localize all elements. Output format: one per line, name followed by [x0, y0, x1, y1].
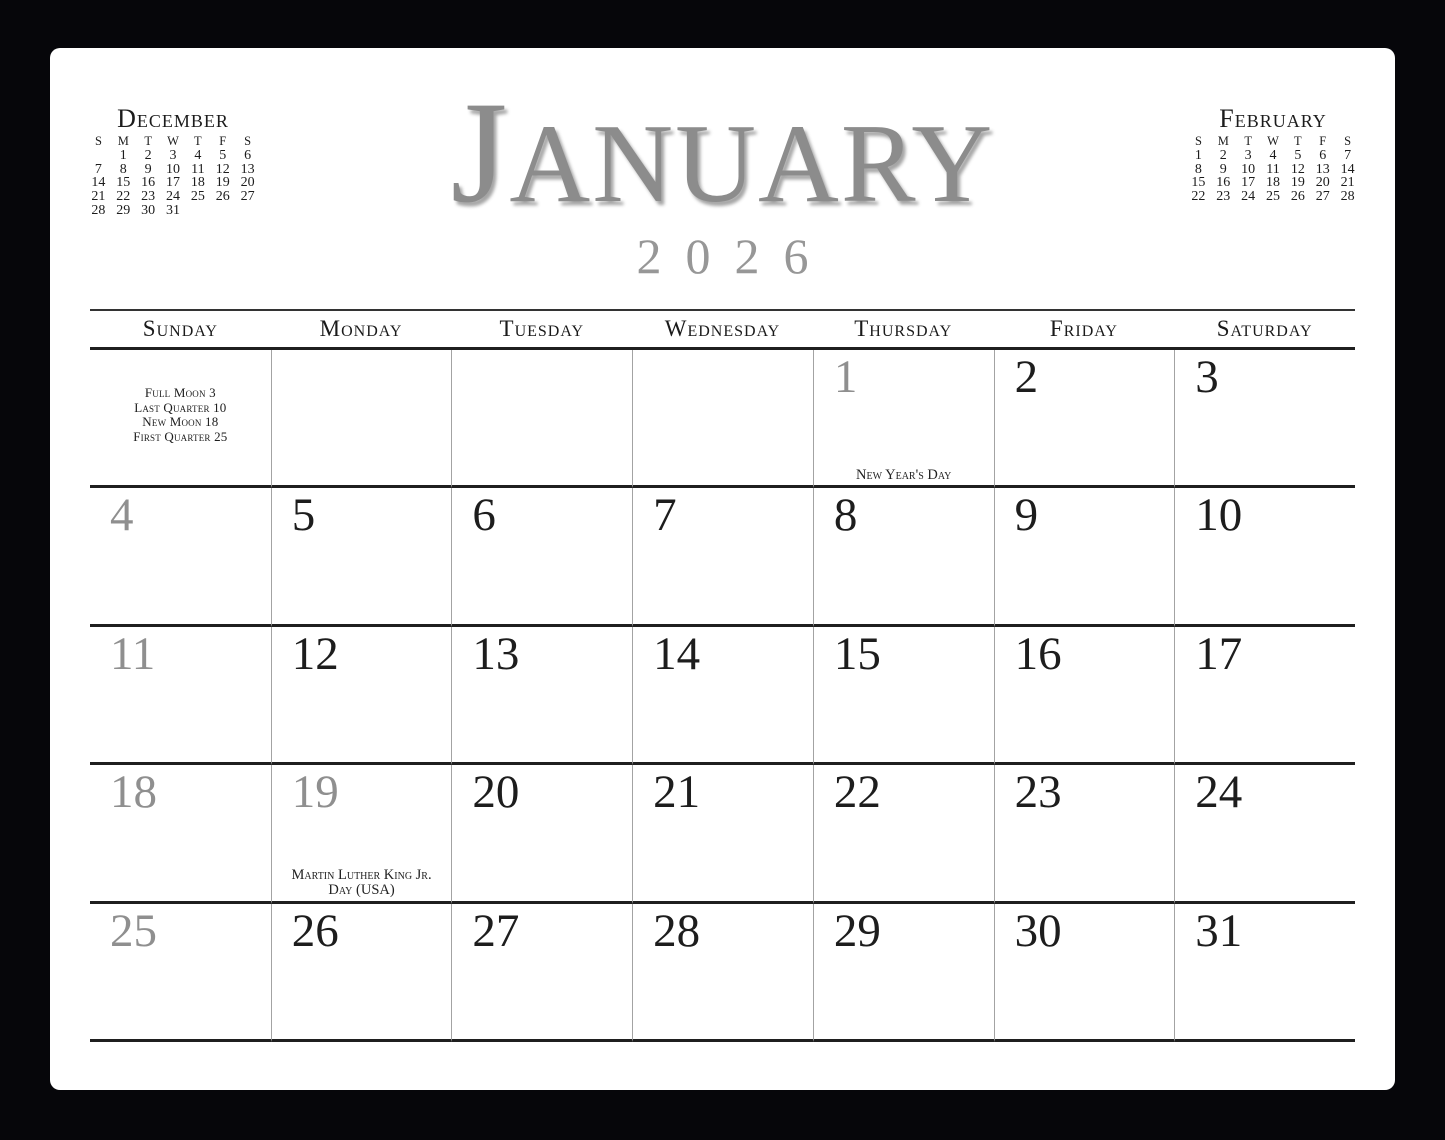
day-cell — [813, 627, 994, 765]
day-cell — [451, 904, 632, 1042]
day-cell — [90, 627, 271, 765]
day-cell — [632, 904, 813, 1042]
moon-phases — [90, 386, 271, 444]
mini-week-row — [86, 163, 260, 177]
day-number: 22 — [833, 766, 881, 819]
day-number: 12 — [291, 627, 339, 680]
day-cell — [451, 627, 632, 765]
weekday-thursday: Thursday — [854, 316, 953, 341]
mini-day: 6 — [244, 147, 252, 163]
day-cell — [994, 904, 1175, 1042]
mini-day-header: S — [1194, 134, 1202, 148]
mini-calendar-title: December — [117, 104, 229, 133]
day-number: 29 — [833, 904, 881, 957]
mini-day: 19 — [1290, 175, 1305, 191]
moon-phase-line: Full Moon 3 — [144, 385, 216, 400]
day-number: 23 — [1014, 766, 1062, 819]
day-cell — [1174, 627, 1355, 765]
mini-day: 17 — [1241, 175, 1256, 191]
mini-day-header: W — [1267, 134, 1279, 148]
mini-day: 11 — [1266, 161, 1280, 177]
weekday-tuesday: Tuesday — [499, 316, 585, 341]
mini-day: 19 — [215, 175, 230, 191]
calendar-page — [50, 48, 1395, 1090]
mini-day: 12 — [1290, 161, 1305, 177]
year-label: 2026 — [636, 228, 833, 285]
day-number: 5 — [291, 489, 316, 542]
day-number: 11 — [110, 627, 156, 680]
day-number: 17 — [1195, 627, 1243, 680]
day-cell — [451, 488, 632, 626]
mini-day: 7 — [1344, 147, 1352, 163]
mini-day: 3 — [1244, 147, 1252, 163]
mini-day: 3 — [169, 147, 177, 163]
mini-day: 27 — [1315, 189, 1330, 205]
mini-day-header-row — [1186, 135, 1360, 149]
day-cell — [1174, 488, 1355, 626]
main-calendar — [90, 309, 1355, 1042]
mini-day: 10 — [165, 161, 180, 177]
mini-day-header: S — [94, 134, 102, 148]
mini-day: 15 — [116, 175, 131, 191]
day-number: 3 — [1195, 351, 1219, 403]
mini-calendar-december — [86, 106, 260, 218]
weekday-sunday: Sunday — [142, 316, 218, 341]
mini-day: 14 — [91, 175, 106, 191]
day-number: 1 — [833, 351, 858, 403]
mini-day: 9 — [144, 161, 152, 177]
mini-day: 27 — [240, 189, 255, 205]
mini-day-header: T — [1294, 134, 1302, 148]
mini-day: 10 — [1241, 161, 1256, 177]
mini-day-header: F — [1319, 134, 1327, 148]
mini-day — [235, 204, 260, 218]
day-number: 21 — [653, 766, 701, 819]
mini-day: 21 — [91, 189, 106, 205]
day-number: 24 — [1195, 766, 1243, 819]
day-cell — [451, 350, 632, 488]
day-number: 13 — [472, 627, 520, 680]
mini-day: 24 — [1241, 189, 1256, 205]
mini-day: 16 — [1216, 175, 1231, 191]
mini-day: 17 — [165, 175, 180, 191]
holiday-line: Martin Luther King Jr. — [291, 866, 432, 883]
weeks-grid — [90, 350, 1355, 1042]
day-number: 15 — [833, 627, 881, 680]
mini-day: 14 — [1340, 161, 1355, 177]
day-number: 31 — [1195, 904, 1243, 957]
day-number: 26 — [291, 904, 339, 957]
mini-day-header: S — [244, 134, 252, 148]
mini-day: 6 — [1319, 147, 1327, 163]
mini-day: 4 — [194, 147, 202, 163]
mini-day: 18 — [1265, 175, 1280, 191]
mini-day — [185, 204, 210, 218]
mini-day: 5 — [1294, 147, 1302, 163]
holiday-label — [816, 468, 992, 484]
mini-day: 21 — [1340, 175, 1355, 191]
day-cell — [994, 765, 1175, 903]
mini-day: 30 — [141, 202, 156, 218]
mini-day: 18 — [190, 175, 205, 191]
mini-day: 2 — [1219, 147, 1227, 163]
mini-day: 15 — [1191, 175, 1206, 191]
day-number: 7 — [653, 489, 677, 542]
day-cell — [90, 350, 271, 488]
mini-day: 24 — [165, 189, 180, 205]
day-number: 25 — [110, 904, 157, 957]
day-number: 14 — [653, 627, 701, 680]
weekday-header-row — [90, 309, 1355, 350]
mini-day-header: M — [1217, 134, 1229, 148]
weekday-monday: Monday — [319, 316, 403, 341]
mini-day: 22 — [1191, 189, 1206, 205]
mini-week-row — [1186, 190, 1360, 204]
moon-phase-line: Last Quarter 10 — [134, 399, 227, 415]
day-cell — [271, 627, 452, 765]
day-cell — [90, 904, 271, 1042]
day-cell — [994, 488, 1175, 626]
mini-day: 22 — [116, 189, 131, 205]
mini-day: 20 — [1315, 175, 1330, 191]
day-cell — [813, 904, 994, 1042]
mini-day: 11 — [191, 161, 205, 177]
mini-day: 29 — [116, 202, 131, 218]
mini-day: 23 — [141, 189, 156, 205]
mini-day: 9 — [1219, 161, 1227, 177]
day-cell — [90, 765, 271, 903]
mini-day: 26 — [215, 189, 230, 205]
mini-day: 25 — [1265, 189, 1280, 205]
mini-week-row — [1186, 176, 1360, 190]
day-number: 27 — [472, 904, 520, 957]
day-cell — [271, 904, 452, 1042]
holiday-label — [274, 868, 450, 899]
mini-day-header: T — [144, 134, 152, 148]
mini-day-header: F — [219, 134, 227, 148]
mini-week-row — [86, 190, 260, 204]
mini-day: 1 — [119, 147, 127, 163]
day-number: 16 — [1014, 627, 1062, 680]
mini-day: 13 — [240, 161, 255, 177]
mini-day: 16 — [141, 175, 156, 191]
day-number: 28 — [653, 904, 701, 957]
mini-calendar-title: February — [1219, 104, 1327, 133]
mini-day-header-row — [86, 135, 260, 149]
day-cell — [632, 627, 813, 765]
holiday-line: Day (USA) — [328, 882, 395, 899]
day-cell — [813, 488, 994, 626]
mini-week-row — [86, 176, 260, 190]
day-number: 9 — [1014, 489, 1039, 542]
moon-phase-line: First Quarter 25 — [133, 428, 228, 444]
day-cell — [632, 488, 813, 626]
mini-day: 31 — [165, 202, 180, 218]
day-number: 18 — [110, 766, 157, 819]
mini-week-row — [86, 204, 260, 218]
mini-day: 4 — [1269, 147, 1277, 163]
mini-week-row — [1186, 149, 1360, 163]
mini-day: 8 — [1194, 161, 1202, 177]
day-cell — [994, 350, 1175, 488]
mini-day: 7 — [94, 161, 102, 177]
day-cell — [271, 488, 452, 626]
mini-day — [210, 204, 235, 218]
mini-day: 12 — [215, 161, 230, 177]
mini-day: 2 — [144, 147, 152, 163]
day-cell — [271, 765, 452, 903]
weekday-saturday: Saturday — [1216, 316, 1313, 341]
day-cell — [271, 350, 452, 488]
day-cell — [1174, 765, 1355, 903]
day-cell — [632, 350, 813, 488]
mini-day: 28 — [1340, 189, 1355, 205]
mini-day: 23 — [1216, 189, 1231, 205]
mini-week-row — [1186, 163, 1360, 177]
day-cell — [1174, 904, 1355, 1042]
mini-day: 8 — [119, 161, 127, 177]
mini-week-row — [86, 149, 260, 163]
mini-day: 20 — [240, 175, 255, 191]
moon-phase-line: New Moon 18 — [142, 414, 219, 429]
day-number: 6 — [472, 489, 496, 542]
mini-day: 1 — [1194, 147, 1202, 163]
holiday-line: New Year's Day — [856, 466, 952, 483]
day-cell — [451, 765, 632, 903]
day-number: 2 — [1014, 351, 1039, 403]
mini-day: 13 — [1315, 161, 1330, 177]
mini-day: 28 — [91, 202, 106, 218]
mini-calendar-february — [1186, 106, 1360, 204]
day-cell — [994, 627, 1175, 765]
day-number: 30 — [1014, 904, 1062, 957]
day-number: 10 — [1195, 489, 1243, 542]
day-number: 20 — [472, 766, 520, 819]
weekday-wednesday: Wednesday — [664, 316, 781, 341]
month-title: JANUARY — [450, 72, 995, 233]
mini-day: 25 — [190, 189, 205, 205]
mini-day-header: W — [167, 134, 179, 148]
mini-day — [86, 149, 111, 163]
day-number: 19 — [291, 766, 339, 819]
mini-day-header: S — [1344, 134, 1352, 148]
day-number: 8 — [833, 489, 858, 542]
mini-day: 5 — [219, 147, 227, 163]
mini-day-header: M — [117, 134, 129, 148]
weekday-friday: Friday — [1049, 316, 1118, 341]
mini-day: 26 — [1290, 189, 1305, 205]
mini-day-header: T — [194, 134, 202, 148]
day-cell — [813, 765, 994, 903]
day-cell — [632, 765, 813, 903]
day-cell — [1174, 350, 1355, 488]
day-cell — [90, 488, 271, 626]
day-number: 4 — [110, 489, 134, 542]
day-cell — [813, 350, 994, 488]
mini-day-header: T — [1244, 134, 1252, 148]
